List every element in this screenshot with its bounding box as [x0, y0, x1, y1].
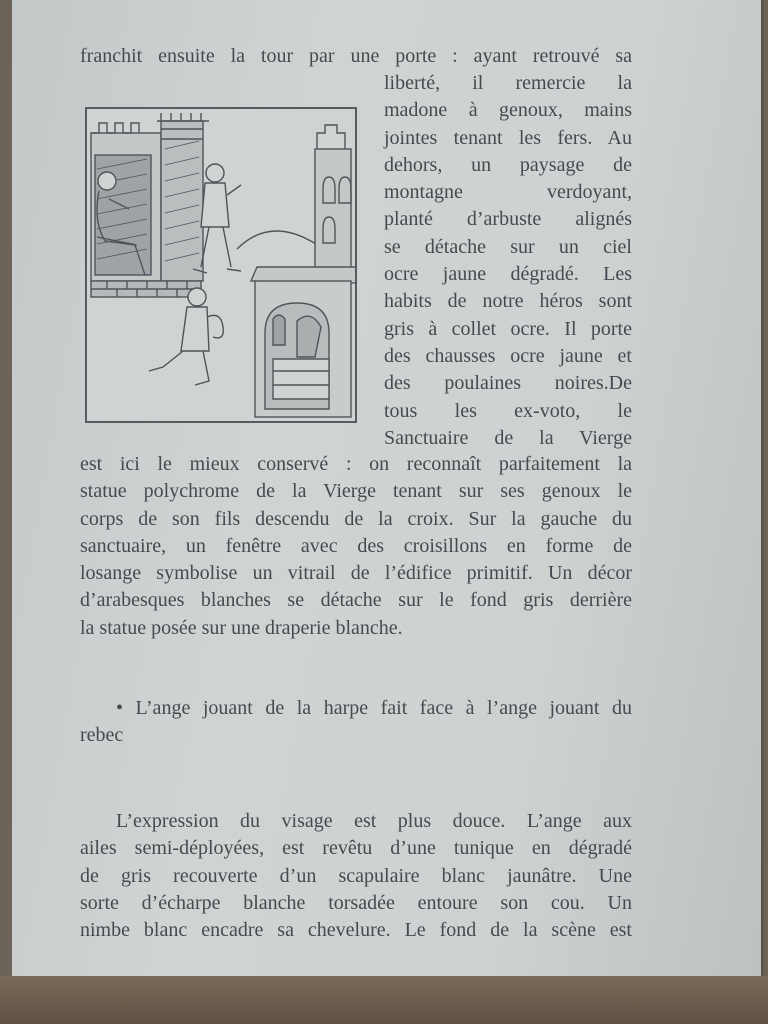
text-line: se détache sur un ciel — [384, 235, 632, 258]
right-column-text — [384, 70, 632, 452]
text-line: jointes tenant les fers. Au — [384, 126, 632, 149]
text-line: sanctuaire, un fenêtre avec des croisillons en forme de — [80, 534, 632, 557]
text-line: des poulaines noires.De — [384, 372, 632, 395]
text-line: sorte d’écharpe blanche torsadée entoure son cou. Un — [80, 891, 632, 914]
text-line: de gris recouverte d’un scapulaire blanc jaunâtre. Une — [80, 864, 632, 887]
text-line: madone à genoux, mains — [384, 99, 632, 122]
text-line: tous les ex-voto, le — [384, 399, 632, 422]
text-line: statue polychrome de la Vierge tenant sur ses genoux le — [80, 480, 632, 503]
heading-line: rebec — [80, 724, 124, 747]
engraving-illustration-icon — [85, 107, 357, 423]
text-line: montagne verdoyant, — [384, 181, 632, 204]
text-line: ocre jaune dégradé. Les — [384, 263, 632, 286]
text-line: corps de son fils descendu de la croix. Sur la gauche du — [80, 507, 632, 530]
text-line: habits de notre héros sont — [384, 290, 632, 313]
text-line: d’arabesques blanches se détache sur le fond gris derrière — [80, 589, 632, 612]
text-line: planté d’arbuste alignés — [384, 208, 632, 231]
text-line: la statue posée sur une draperie blanche. — [80, 616, 403, 639]
heading-line: • L’ange jouant de la harpe fait face à l’ange jouant du — [116, 697, 632, 719]
second-paragraph — [80, 808, 632, 944]
text-line: des chausses ocre jaune et — [384, 344, 632, 367]
text-line: ailes semi-déployées, est revêtu d’une tunique en dégradé — [80, 837, 632, 860]
text-line: dehors, un paysage de — [384, 153, 632, 176]
text-line: est ici le mieux conservé : on reconnaît parfaitement la — [80, 453, 632, 475]
text-line: L’expression du visage est plus douce. L’ange aux — [116, 810, 632, 832]
text-line: liberté, il remercie la — [384, 72, 632, 94]
section-heading — [80, 695, 632, 750]
text-line: Sanctuaire de la Vierge — [384, 426, 632, 449]
text-line: franchit ensuite la tour par une porte : ayant retrouvé sa — [80, 45, 632, 67]
table-surface — [0, 976, 768, 1024]
text-line: gris à collet ocre. Il porte — [384, 317, 632, 340]
text-line: nimbe blanc encadre sa chevelure. Le fond de la scène est — [80, 919, 632, 942]
text-line: losange symbolise un vitrail de l’édifice primitif. Un décor — [80, 562, 632, 585]
top-text-line — [80, 43, 632, 70]
continued-paragraph — [80, 451, 632, 642]
